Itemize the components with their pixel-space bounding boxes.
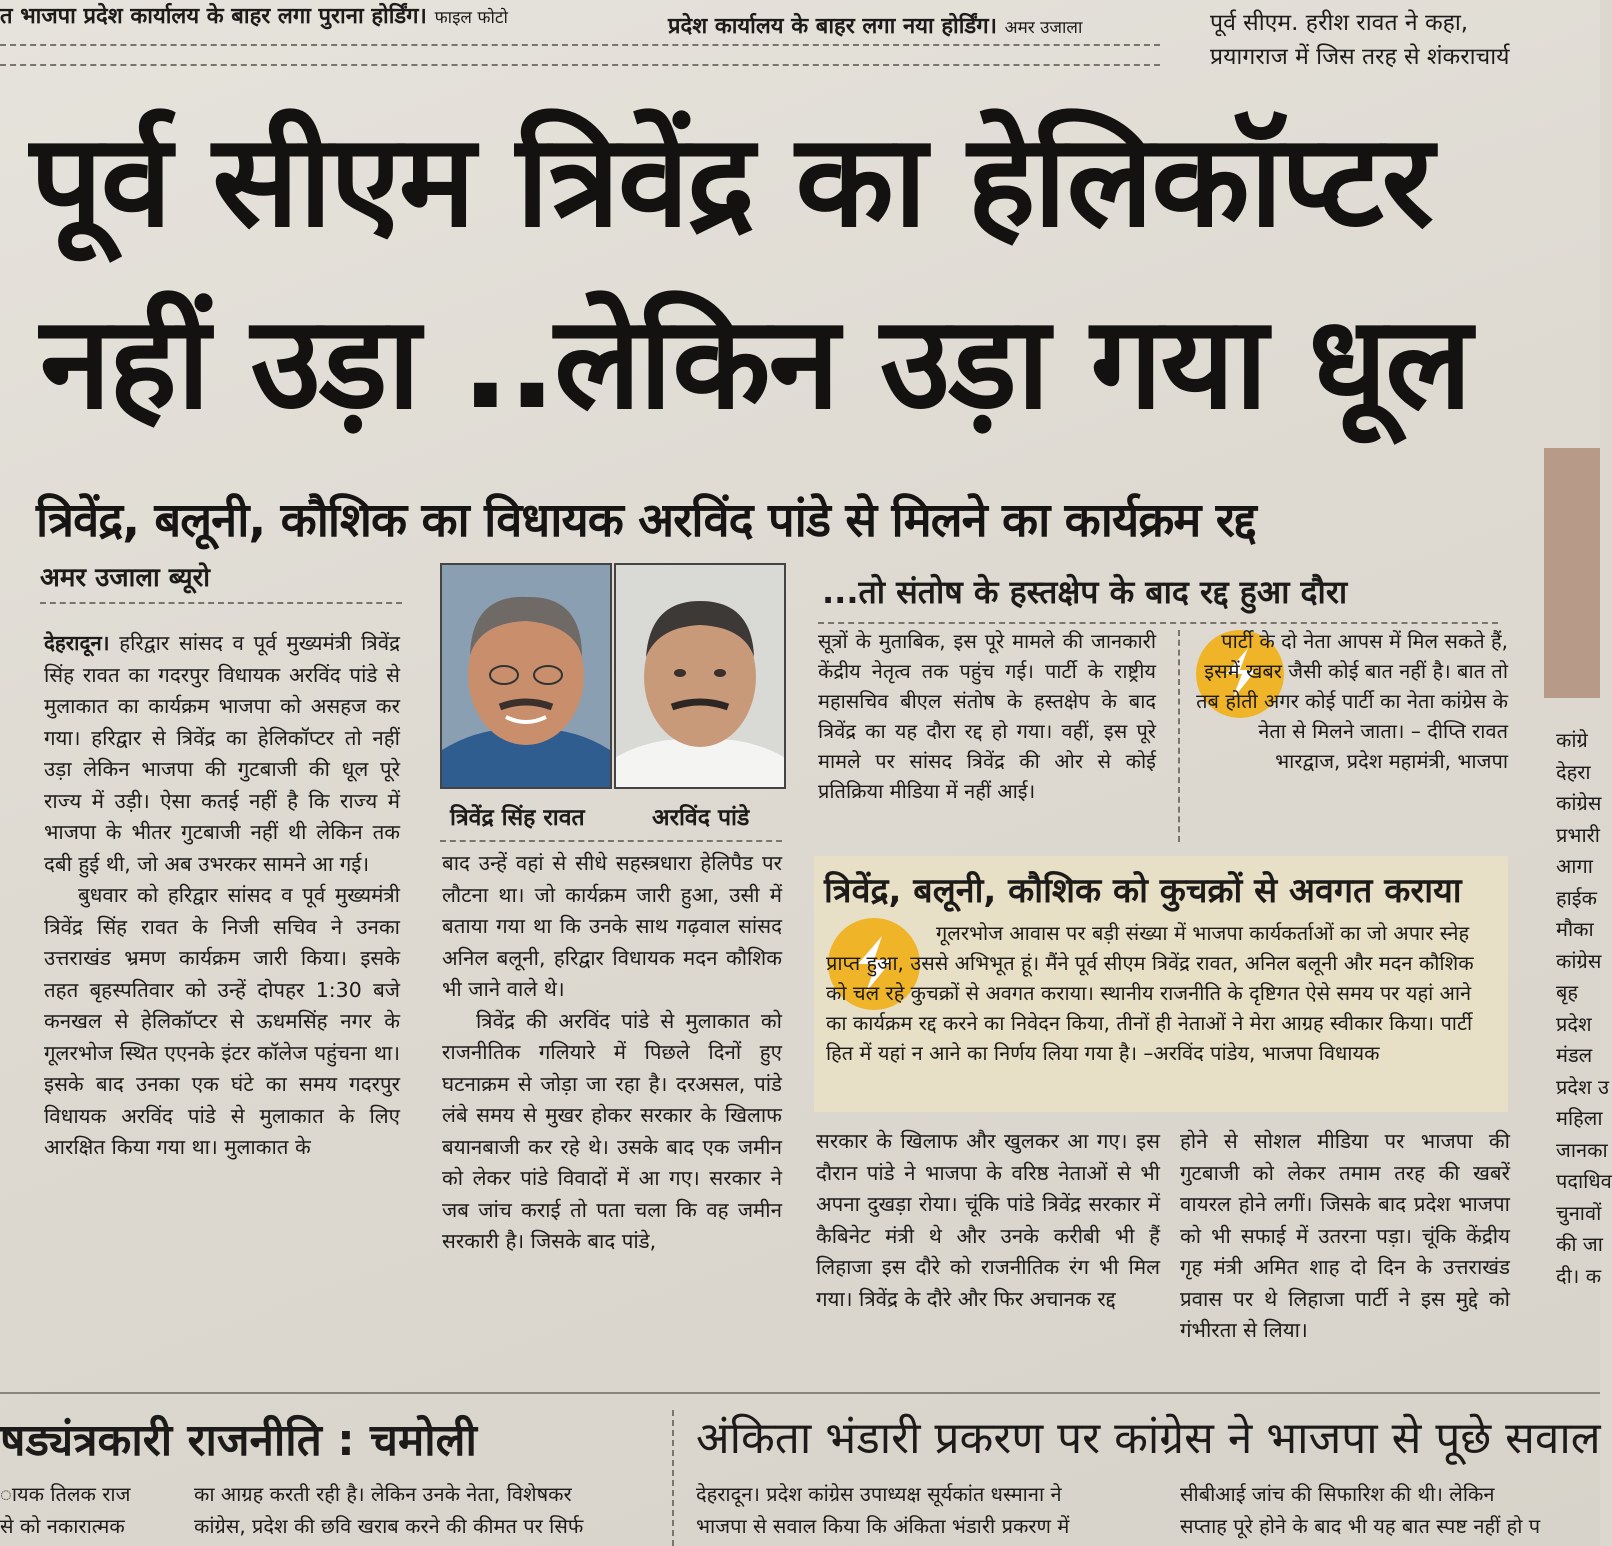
article-column-3: सरकार के खिलाफ और खुलकर आ गए। इस दौरान पांडे ने भाजपा के वरिष्ठ नेताओं से भी अपना दुखड़ा रोया। चूंकि पांडे त्रिवेंद्र सरकार में कैबिनेट मंत्री थे और उनके करीबी भी हैं लिहाजा इस दौरे को राजनीतिक रंग भी मिल गया। त्रिवेंद्र के दौरे और फिर अचानक रद्द [816, 1129, 1160, 1311]
side-story-snippet: पूर्व सीएम. हरीश रावत ने कहा, प्रयागराज में जिस तरह से शंकराचार्य [1210, 10, 1510, 70]
divider [440, 840, 782, 842]
santosh-box-title: ...तो संतोष के हस्तक्षेप के बाद रद्द हुआ दौरा [822, 573, 1348, 611]
santosh-box-text: सूत्रों के मुताबिक, इस पूरे मामले की जानकारी केंद्रीय नेतृत्व तक पहुंच गई। पार्टी के राष्ट्रीय महासचिव बीएल संतोष के हस्तक्षेप के बाद त्रिवेंद्र का यह दौरा रद्द हो गया। वहीं, इस पूरे मामले पर सांसद त्रिवेंद्र की ओर से कोई प्रतिक्रिया मीडिया में नहीं आई। [818, 629, 1156, 803]
portrait-image [442, 565, 610, 787]
divider [818, 622, 1498, 624]
headline-line-2: नहीं उड़ा ..लेकिन उड़ा गया धूल [40, 289, 1471, 438]
photo-arvind-pandey [614, 563, 786, 789]
bottom-left-col-a: ायक तिलक राज से को नकारात्मक [0, 1482, 131, 1538]
divider [1178, 630, 1180, 842]
article-column-4: होने से सोशल मीडिया पर भाजपा की गुटबाजी को लेकर तमाम तरह की खबरें वायरल होने लगीं। जिसके बाद प्रदेश भाजपा को भी सफाई में उतरना पड़ा। चूंकि केंद्रीय गृह मंत्री अमित शाह दो दिन के उत्तराखंड प्रवास पर थे लिहाजा पार्टी ने इस मुद्दे को गंभीरता से लिया। [1180, 1129, 1510, 1342]
paragraph: त्रिवेंद्र की अरविंद पांडे से मुलाकात को राजनीतिक गलियारे में पिछले दिनों हुए घटनाक्रम से जोड़ा जा रहा है। दरअसल, पांडे लंबे समय से मुखर होकर सरकार के खिलाफ बयानबाजी कर रहे थे। उसके बाद एक जमीन को लेकर पांडे विवादों में आ गए। सरकार ने जब जांच कराई तो पता चला कि वह जमीन सरकारी है। जिसके बाद पांडे, [442, 1008, 782, 1253]
article-column-2 [442, 848, 782, 1258]
divider [0, 1392, 1600, 1394]
paragraph: बुधवार को हरिद्वार सांसद व पूर्व मुख्यमंत्री त्रिवेंद्र सिंह रावत के निजी सचिव ने उनका उत्तराखंड भ्रमण कार्यक्रम जारी किया। इसके तहत बृहस्पतिवार को उन्हें दोपहर 1:30 बजे कनखल से हेलिकॉप्टर से ऊधमसिंह नगर के गूलरभोज स्थित एएनके इंटर कॉलेज पहुंचना था। इसके बाद उनका एक घंटे का समय गदरपुर विधायक अरविंद पांडे से मुलाकात के लिए आरक्षित किया गया था। मुलाकात के [44, 883, 400, 1159]
photo-caption-arvind: अरविंद पांडे [652, 805, 750, 831]
kuchakra-box [814, 856, 1508, 1112]
divider [0, 64, 1160, 66]
dateline: देहरादून। [44, 631, 110, 655]
edge-photo [1544, 448, 1600, 698]
deepti-rawat-quote: पार्टी के दो नेता आपस में मिल सकते हैं, इसमें खबर जैसी कोई बात नहीं है। बात तो तब होती अगर कोई पार्टी का नेता कांग्रेस के नेता से मिलने जाता। – दीप्ति रावत भारद्वाज, प्रदेश महामंत्री, भाजपा [1196, 629, 1508, 773]
paragraph: बाद उन्हें वहां से सीधे सहस्त्रधारा हेलिपैड पर लौटना था। जो कार्यक्रम जारी हुआ, उसी में बताया गया था कि उनके साथ गढ़वाल सांसद अनिल बलूनी, हरिद्वार विधायक मदन कौशिक भी जाने वाले थे। [442, 851, 782, 1001]
photo-trivendra-rawat [440, 563, 612, 789]
divider [0, 44, 1160, 46]
bottom-right-col-a: देहरादून। प्रदेश कांग्रेस उपाध्यक्ष सूर्यकांत धस्माना ने भाजपा से सवाल किया कि अंकिता भंडारी प्रकरण में [696, 1482, 1070, 1538]
bottom-right-col-b: सीबीआई जांच की सिफारिश की थी। लेकिन सप्ताह पूरे होने के बाद भी यह बात स्पष्ट नहीं हो प [1180, 1482, 1541, 1538]
bottom-headline-right: अंकिता भंडारी प्रकरण पर कांग्रेस ने भाजपा से पूछे सवाल [696, 1413, 1601, 1464]
right-edge-column: कांग्रे देहरा कांग्रेस प्रभारी आगा हाईक मौका कांग्रेस बृह प्रदेश मंडल प्रदेश उ महिला जानका पदाधिव चुनावों की जा दी। क [1556, 728, 1612, 1288]
kuchakra-box-title: त्रिवेंद्र, बलूनी, कौशिक को कुचक्रों से अवगत कराया [824, 871, 1462, 911]
photo-caption-trivendra: त्रिवेंद्र सिंह रावत [450, 805, 585, 831]
headline-line-1: पूर्व सीएम त्रिवेंद्र का हेलिकॉप्टर [30, 107, 1432, 256]
article-column-1: देहरादून। हरिद्वार सांसद व पूर्व मुख्यमंत्री त्रिवेंद्र सिंह रावत का गदरपुर विधायक अरविंद पांडे से मुलाकात का कार्यक्रम भाजपा को असहज कर गया। हरिद्वार से त्रिवेंद्र का हेलिकॉप्टर तो नहीं उड़ा लेकिन भाजपा की गुटबाजी की धूल पूरे राज्य में उड़ी। ऐसा कतई नहीं है कि राज्य में भाजपा के भीतर गुटबाजी नहीं थी लेकिन तक दबी हुई थी, जो अब उभरकर सामने आ गई। बुधवार को हरिद्वार सांसद व पूर्व मुख्यमंत्री त्रिवेंद्र सिंह रावत के निजी सचिव ने उनका उत्तराखंड भ्रमण कार्यक्रम जारी किया। इसके तहत बृहस्पतिवार को उन्हें दोपहर 1:30 बजे कनखल से हेलिकॉप्टर से ऊधमसिंह नगर के गूलरभोज स्थित एएनके इंटर कॉलेज पहुंचना था। इसके बाद उनका एक घंटे का समय गदरपुर विधायक अरविंद पांडे से मुलाकात के लिए आरक्षित किया गया था। मुलाकात के [44, 628, 400, 1164]
bottom-left-col-b: का आग्रह करती रही है। लेकिन उनके नेता, विशेषकर कांग्रेस, प्रदेश की छवि खराब करने की कीमत पर सिर्फ [194, 1482, 584, 1538]
caption-old-hoarding: त भाजपा प्रदेश कार्यालय के बाहर लगा पुराना होर्डिंग। फाइल फोटो [0, 4, 508, 29]
byline: अमर उजाला ब्यूरो [40, 563, 210, 593]
divider [672, 1410, 674, 1546]
subheadline: त्रिवेंद्र, बलूनी, कौशिक का विधायक अरविंद पांडे से मिलने का कार्यक्रम रद्द [36, 493, 1256, 548]
arvind-pandey-quote: गूलरभोज आवास पर बड़ी संख्या में भाजपा कार्यकर्ताओं का जो अपार स्नेह प्राप्त हुआ, उससे अभिभूत हूं। मैंने पूर्व सीएम त्रिवेंद्र रावत, अनिल बलूनी और मदन कौशिक को चल रहे कुचक्रों से अवगत कराया। स्थानीय राजनीति के दृष्टिगत ऐसे समय पर यहां आने का कार्यक्रम रद्द करने का निवेदन किया, तीनों ही नेताओं ने मेरा आग्रह स्वीकार किया। पार्टी हित में यहां न आने का निर्णय लिया गया है। –अरविंद पांडेय, भाजपा विधायक [826, 921, 1474, 1065]
bottom-headline-left: षड्यंत्रकारी राजनीति : चमोली [0, 1415, 477, 1466]
portrait-image [616, 565, 784, 787]
caption-new-hoarding: प्रदेश कार्यालय के बाहर लगा नया होर्डिंग। अमर उजाला [668, 14, 1083, 39]
divider [40, 602, 402, 604]
